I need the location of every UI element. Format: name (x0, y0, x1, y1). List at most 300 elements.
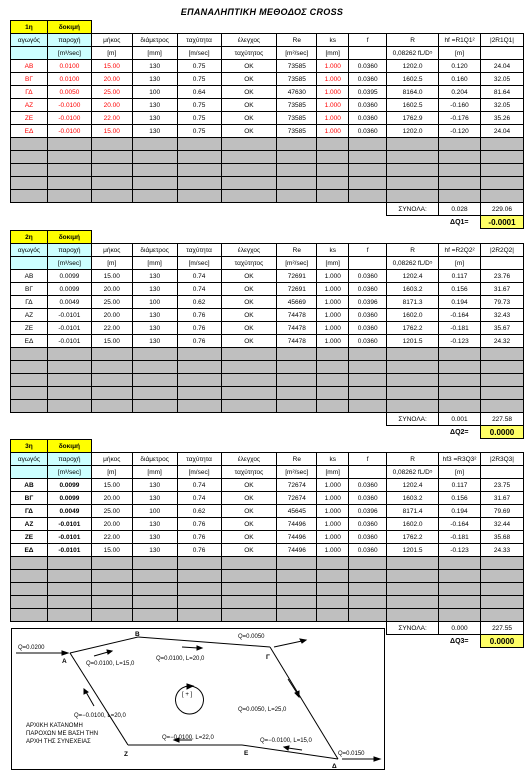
table-cell: 74496 (277, 518, 317, 531)
table-cell: 0.120 (439, 60, 481, 73)
empty-cell (349, 190, 387, 203)
table-cell: 130 (132, 544, 177, 557)
empty-cell (317, 177, 349, 190)
blank (277, 231, 317, 244)
empty-cell (132, 151, 177, 164)
table-cell: 0.0396 (349, 296, 387, 309)
empty-cell (221, 583, 277, 596)
table-cell: 32.44 (481, 518, 524, 531)
column-header: Re (277, 453, 317, 466)
table-cell: 0.0360 (349, 60, 387, 73)
empty-cell (221, 387, 277, 400)
table-cell: 24.04 (481, 125, 524, 138)
blank (317, 21, 349, 34)
blank (221, 21, 277, 34)
table-cell: 0.117 (439, 270, 481, 283)
table-cell: -0.176 (439, 112, 481, 125)
table-cell: 32.05 (481, 99, 524, 112)
blank (177, 203, 221, 216)
table-cell: 1.000 (317, 544, 349, 557)
empty-cell (277, 138, 317, 151)
blank (177, 231, 221, 244)
table-cell: OK (221, 270, 277, 283)
empty-cell (439, 596, 481, 609)
blank (349, 413, 387, 426)
empty-cell (11, 570, 48, 583)
table-cell: 130 (132, 322, 177, 335)
label-q-out-d: Q=0.0150 (338, 751, 365, 757)
blank (387, 635, 439, 648)
table-cell: ΒΓ (11, 73, 48, 86)
column-unit: [m³/sec] (47, 257, 91, 270)
empty-cell (47, 596, 91, 609)
table-cell: 0.204 (439, 86, 481, 99)
table-cell: ΕΔ (11, 544, 48, 557)
column-header: ks (317, 244, 349, 257)
empty-cell (132, 348, 177, 361)
table-cell: 22.00 (91, 322, 132, 335)
table-row (11, 518, 524, 531)
column-header: R (387, 453, 439, 466)
label-az: Q=−0.0100, L=20,0 (74, 713, 126, 719)
empty-cell (277, 609, 317, 622)
column-unit (481, 47, 524, 60)
table-cell: 1762.2 (387, 531, 439, 544)
table-cell: 73585 (277, 99, 317, 112)
blank (11, 216, 48, 229)
table-cell: 8171.4 (387, 505, 439, 518)
iteration-label: δοκιμή (47, 440, 91, 453)
table-cell: 0.76 (177, 531, 221, 544)
empty-cell (47, 177, 91, 190)
empty-cell (481, 583, 524, 596)
empty-cell (439, 583, 481, 596)
table-cell: 1.000 (317, 335, 349, 348)
table-cell: 130 (132, 479, 177, 492)
table-cell: 0.0049 (47, 505, 91, 518)
empty-cell (11, 387, 48, 400)
empty-cell (221, 361, 277, 374)
empty-cell (481, 374, 524, 387)
empty-cell (177, 583, 221, 596)
empty-cell (481, 164, 524, 177)
table-cell: 1602.0 (387, 518, 439, 531)
table-cell: 73585 (277, 73, 317, 86)
empty-cell (481, 190, 524, 203)
empty-cell (91, 583, 132, 596)
table-cell: OK (221, 492, 277, 505)
table-cell: 1.000 (317, 518, 349, 531)
empty-cell (481, 138, 524, 151)
column-unit: [mm] (317, 257, 349, 270)
iteration-label: δοκιμή (47, 231, 91, 244)
empty-cell (277, 361, 317, 374)
table-cell: 130 (132, 335, 177, 348)
blank (481, 440, 524, 453)
empty-cell (439, 361, 481, 374)
table-cell: 24.33 (481, 544, 524, 557)
iteration-number: 3η (11, 440, 48, 453)
table-cell: 1.000 (317, 505, 349, 518)
column-header: ταχύτητα (177, 244, 221, 257)
column-header: ταχύτητα (177, 34, 221, 47)
column-unit (349, 466, 387, 479)
table-cell: 130 (132, 99, 177, 112)
table-cell: 15.00 (91, 60, 132, 73)
blank (91, 426, 132, 439)
table-cell: ΑΖ (11, 99, 48, 112)
table-cell: 31.67 (481, 492, 524, 505)
table-row (11, 544, 524, 557)
blank (11, 426, 48, 439)
table-cell: 79.73 (481, 296, 524, 309)
table-cell: 79.69 (481, 505, 524, 518)
table-cell: -0.123 (439, 335, 481, 348)
column-unit: [m] (439, 257, 481, 270)
column-unit: ταχύτητος (221, 466, 277, 479)
column-unit: [m] (439, 466, 481, 479)
empty-cell (349, 164, 387, 177)
empty-cell (439, 138, 481, 151)
table-cell: 1.000 (317, 296, 349, 309)
empty-cell (221, 609, 277, 622)
empty-cell (317, 557, 349, 570)
column-unit (481, 466, 524, 479)
table-cell: 0.156 (439, 492, 481, 505)
label-bg: Q=0.0100, L=20,0 (156, 656, 205, 662)
empty-cell (277, 151, 317, 164)
table-cell: OK (221, 73, 277, 86)
column-header: μήκος (91, 34, 132, 47)
blank (349, 426, 387, 439)
table-cell: 22.00 (91, 531, 132, 544)
empty-cell (481, 596, 524, 609)
empty-cell (132, 583, 177, 596)
table-cell: 73585 (277, 125, 317, 138)
empty-cell (221, 164, 277, 177)
column-header: |2R3Q3| (481, 453, 524, 466)
empty-cell (277, 596, 317, 609)
table-cell: OK (221, 335, 277, 348)
node-b: Β (135, 631, 140, 638)
empty-cell (91, 570, 132, 583)
table-cell: 0.0360 (349, 335, 387, 348)
table-cell: 0.76 (177, 544, 221, 557)
table-cell: 1603.2 (387, 492, 439, 505)
table-row (11, 492, 524, 505)
table-cell: 0.194 (439, 296, 481, 309)
blank (387, 426, 439, 439)
table-cell: 35.26 (481, 112, 524, 125)
table-cell: 74478 (277, 322, 317, 335)
table-cell: 20.00 (91, 73, 132, 86)
empty-cell (177, 557, 221, 570)
empty-cell (317, 190, 349, 203)
blank (221, 203, 277, 216)
table-cell: OK (221, 60, 277, 73)
empty-cell (439, 570, 481, 583)
empty-cell (11, 374, 48, 387)
empty-cell (349, 557, 387, 570)
table-cell: ΑΒ (11, 60, 48, 73)
table-cell: -0.164 (439, 309, 481, 322)
label-ze: Q=−0.0100, L=22,0 (162, 735, 214, 741)
table-cell: 0.62 (177, 296, 221, 309)
blank (349, 21, 387, 34)
table-cell: 15.00 (91, 335, 132, 348)
column-unit: [m²/sec] (277, 257, 317, 270)
empty-cell (177, 348, 221, 361)
table-cell: 0.0360 (349, 322, 387, 335)
empty-cell (387, 374, 439, 387)
blank (221, 426, 277, 439)
table-cell: 1.000 (317, 322, 349, 335)
column-unit: 0,08262 fL/D⁵ (387, 466, 439, 479)
column-unit: [mm] (317, 466, 349, 479)
blank (91, 216, 132, 229)
empty-cell (91, 400, 132, 413)
table-row (11, 296, 524, 309)
table-cell: OK (221, 112, 277, 125)
blank (277, 440, 317, 453)
blank (349, 231, 387, 244)
empty-cell (221, 177, 277, 190)
table-cell: -0.0101 (47, 335, 91, 348)
blank (317, 216, 349, 229)
page-title: ΕΠΑΝΑΛΗΠΤΙΚΗ ΜΕΘΟΔΟΣ CROSS (180, 7, 344, 17)
column-header: παροχή (47, 34, 91, 47)
empty-cell (132, 190, 177, 203)
empty-cell (481, 361, 524, 374)
column-unit: [m/sec] (177, 466, 221, 479)
empty-cell (91, 596, 132, 609)
empty-cell (481, 400, 524, 413)
sum-rq: 229.06 (481, 203, 524, 216)
table-cell: 0.160 (439, 73, 481, 86)
empty-cell (277, 190, 317, 203)
iteration-table-2 (10, 230, 524, 439)
table-cell: -0.0101 (47, 518, 91, 531)
empty-cell (91, 151, 132, 164)
blank (132, 413, 177, 426)
table-cell: OK (221, 296, 277, 309)
table-cell: 25.00 (91, 296, 132, 309)
empty-cell (11, 177, 48, 190)
empty-cell (132, 177, 177, 190)
table-row (11, 60, 524, 73)
blank (317, 231, 349, 244)
blank (317, 426, 349, 439)
table-cell: 0.75 (177, 125, 221, 138)
table-cell: 1602.0 (387, 309, 439, 322)
table-cell: 0.76 (177, 309, 221, 322)
empty-cell (177, 400, 221, 413)
table-row (11, 73, 524, 86)
table-cell: 0.76 (177, 335, 221, 348)
empty-cell (349, 177, 387, 190)
table-cell: 45669 (277, 296, 317, 309)
empty-cell (47, 387, 91, 400)
empty-cell (11, 609, 48, 622)
table-cell: 100 (132, 86, 177, 99)
blank (132, 203, 177, 216)
empty-cell (177, 138, 221, 151)
blank (277, 203, 317, 216)
table-cell: -0.0100 (47, 99, 91, 112)
empty-cell (177, 374, 221, 387)
table-cell: 0.74 (177, 283, 221, 296)
table-cell: 15.00 (91, 125, 132, 138)
column-header: f (349, 453, 387, 466)
empty-cell (221, 348, 277, 361)
table-row (11, 309, 524, 322)
empty-cell (132, 374, 177, 387)
table-cell: 0.75 (177, 73, 221, 86)
empty-cell (11, 557, 48, 570)
table-cell: -0.0101 (47, 309, 91, 322)
table-cell: 1762.9 (387, 112, 439, 125)
blank (91, 21, 132, 34)
column-header: hf3 =R3Q3² (439, 453, 481, 466)
empty-cell (439, 557, 481, 570)
empty-cell (277, 374, 317, 387)
empty-cell (91, 387, 132, 400)
table-cell: OK (221, 309, 277, 322)
table-cell: ΕΔ (11, 125, 48, 138)
empty-cell (221, 400, 277, 413)
empty-cell (91, 348, 132, 361)
table-cell: 0.0050 (47, 86, 91, 99)
column-header: αγωγός (11, 453, 48, 466)
table-cell: 0.0360 (349, 544, 387, 557)
sum-hf: 0.028 (439, 203, 481, 216)
empty-cell (317, 164, 349, 177)
table-cell: -0.0101 (47, 544, 91, 557)
empty-cell (349, 387, 387, 400)
table-cell: OK (221, 505, 277, 518)
table-cell: ΒΓ (11, 492, 48, 505)
table-row (11, 322, 524, 335)
column-header: f (349, 244, 387, 257)
empty-cell (47, 151, 91, 164)
column-unit: [mm] (132, 466, 177, 479)
blank (177, 216, 221, 229)
empty-cell (317, 374, 349, 387)
table-row (11, 531, 524, 544)
pipe-ed (242, 745, 338, 759)
table-cell: ΓΔ (11, 505, 48, 518)
table-cell: ΓΔ (11, 296, 48, 309)
empty-cell (177, 151, 221, 164)
table-cell: 20.00 (91, 309, 132, 322)
empty-cell (221, 190, 277, 203)
table-cell: 0.0360 (349, 270, 387, 283)
table-cell: ΖΕ (11, 531, 48, 544)
table-cell: 0.0100 (47, 73, 91, 86)
table-cell: 35.68 (481, 531, 524, 544)
empty-cell (481, 387, 524, 400)
table-cell: 0.62 (177, 505, 221, 518)
column-header: ks (317, 34, 349, 47)
empty-cell (387, 570, 439, 583)
column-header: R (387, 244, 439, 257)
table-cell: 23.75 (481, 479, 524, 492)
empty-cell (481, 177, 524, 190)
empty-cell (439, 387, 481, 400)
empty-cell (317, 138, 349, 151)
table-cell: 1.000 (317, 270, 349, 283)
note-line-1: ΑΡΧΙΚΗ ΚΑΤΑΝΟΜΗ (26, 723, 83, 729)
table-row (11, 479, 524, 492)
empty-cell (317, 609, 349, 622)
column-unit: [m²/sec] (277, 466, 317, 479)
column-unit (349, 257, 387, 270)
sum-rq: 227.58 (481, 413, 524, 426)
table-cell: 0.0099 (47, 492, 91, 505)
column-unit: [m/sec] (177, 257, 221, 270)
empty-cell (91, 190, 132, 203)
blank (439, 21, 481, 34)
empty-cell (11, 596, 48, 609)
label-gd: Q=0.0050, L=25,0 (238, 707, 287, 713)
empty-cell (277, 177, 317, 190)
empty-cell (91, 164, 132, 177)
table-cell: 15.00 (91, 544, 132, 557)
table-cell: 1.000 (317, 283, 349, 296)
empty-cell (387, 583, 439, 596)
table-cell: 24.32 (481, 335, 524, 348)
empty-cell (47, 570, 91, 583)
node-g: Γ (266, 654, 270, 661)
empty-cell (177, 361, 221, 374)
pipe-network-diagram (11, 628, 385, 770)
blank (277, 216, 317, 229)
table-cell: 0.0360 (349, 73, 387, 86)
table-cell: -0.0101 (47, 322, 91, 335)
table-cell: 0.117 (439, 479, 481, 492)
column-unit: [mm] (132, 47, 177, 60)
empty-cell (11, 583, 48, 596)
column-header: R (387, 34, 439, 47)
empty-cell (277, 400, 317, 413)
empty-cell (47, 557, 91, 570)
table-row (11, 125, 524, 138)
table-cell: 1201.5 (387, 544, 439, 557)
table-cell: 24.04 (481, 60, 524, 73)
table-cell: ΕΔ (11, 335, 48, 348)
column-unit (11, 257, 48, 270)
table-row (11, 270, 524, 283)
empty-cell (91, 609, 132, 622)
iteration-number: 1η (11, 21, 48, 34)
empty-cell (387, 387, 439, 400)
column-header: hf =R2Q2² (439, 244, 481, 257)
empty-cell (317, 348, 349, 361)
empty-cell (349, 348, 387, 361)
blank (387, 440, 439, 453)
sum-hf: 0.000 (439, 622, 481, 635)
column-unit: 0,08262 fL/D⁵ (387, 257, 439, 270)
empty-cell (47, 609, 91, 622)
empty-cell (387, 557, 439, 570)
column-unit: [mm] (132, 257, 177, 270)
empty-cell (47, 164, 91, 177)
note-line-3: ΑΡΧΗ ΤΗΣ ΣΥΝΕΧΕΙΑΣ (26, 739, 91, 745)
blank (132, 216, 177, 229)
empty-cell (132, 570, 177, 583)
empty-cell (439, 348, 481, 361)
table-cell: 8164.0 (387, 86, 439, 99)
